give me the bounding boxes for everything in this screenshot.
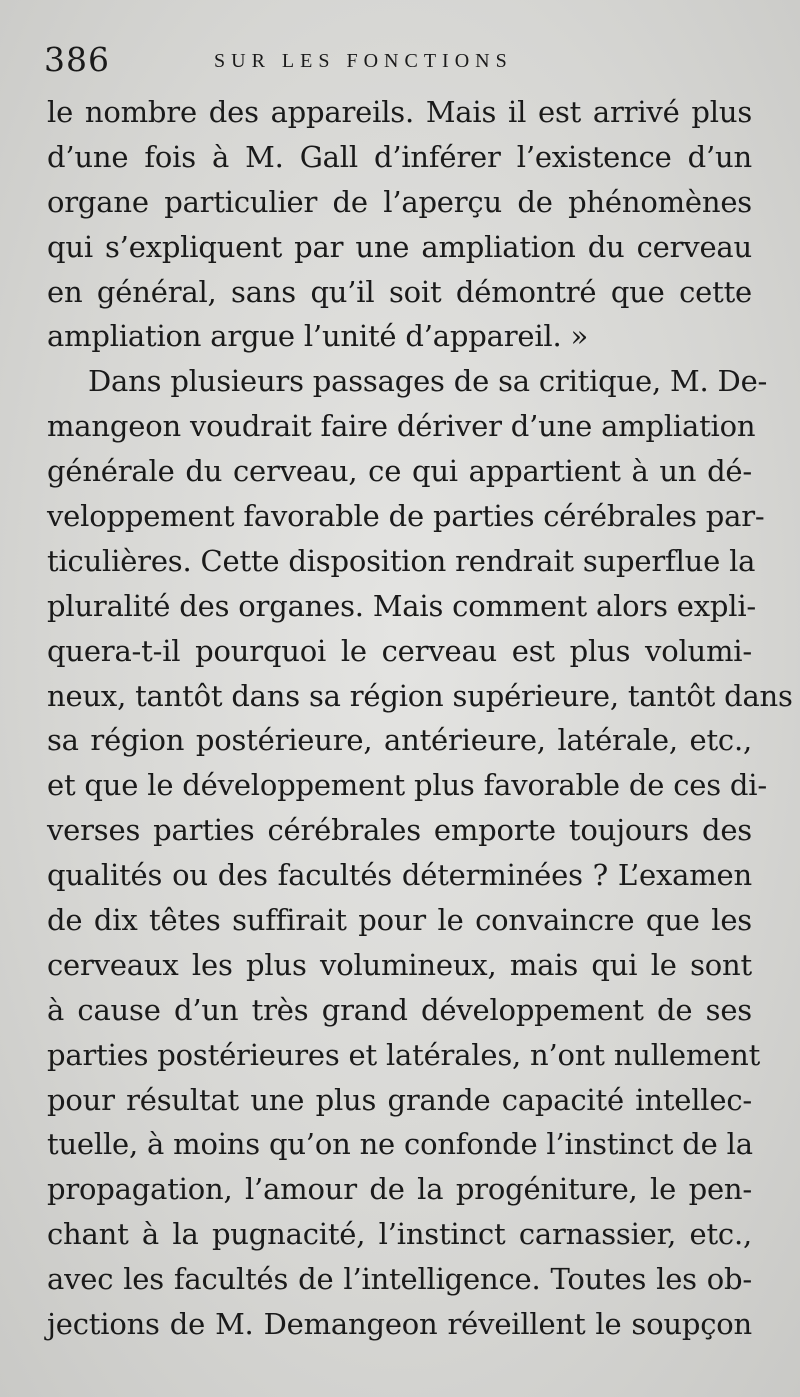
text-line: chant à la pugnacité, l’instinct carnassier, etc., [47, 1217, 752, 1252]
text-line: avec les facultés de l’intelligence. Toutes les ob- [47, 1262, 752, 1297]
text-line: à cause d’un très grand développement de ses [47, 992, 752, 1027]
text-line: pour résultat une plus grande capacité intellec- [47, 1082, 752, 1117]
text-line: propagation, l’amour de la progéniture, le pen- [47, 1172, 752, 1207]
text-line: de dix têtes suffirait pour le convaincre que les [47, 903, 752, 938]
text-line: mangeon voudrait faire dériver d’une ampliation [47, 409, 756, 444]
text-line: verses parties cérébrales emporte toujours des [47, 813, 752, 848]
text-line: ampliation argue l’unité d’appareil. » [47, 319, 589, 354]
text-line: ticulières. Cette disposition rendrait superflue la [47, 543, 756, 578]
text-line: Dans plusieurs passages de sa critique, M. De- [88, 364, 768, 399]
text-line: le nombre des appareils. Mais il est arrivé plus [47, 95, 752, 129]
text-line: neux, tantôt dans sa région supérieure, tantôt dans [47, 678, 793, 713]
text-line: qualités ou des facultés déterminées ? L’examen [47, 858, 752, 893]
text-line: tuelle, à moins qu’on ne confonde l’instinct de la [47, 1127, 753, 1162]
running-head: SUR LES FONCTIONS [214, 50, 513, 72]
text-line: veloppement favorable de parties cérébrales par- [47, 499, 765, 534]
page-header [44, 40, 754, 84]
page-number: 386 [44, 40, 110, 79]
text-line: d’une fois à M. Gall d’inférer l’existence d’un [47, 139, 752, 174]
text-line: pluralité des organes. Mais comment alors expli- [47, 588, 756, 623]
text-line: en général, sans qu’il soit démontré que cette [47, 274, 752, 309]
text-line: et que le développement plus favorable de ces di- [47, 768, 767, 803]
text-line: organe particulier de l’aperçu de phénomènes [47, 184, 752, 219]
text-line: cerveaux les plus volumineux, mais qui le sont [47, 947, 752, 982]
text-line: parties postérieures et latérales, n’ont nullement [47, 1037, 761, 1072]
body-text [47, 90, 793, 1347]
text-line: qui s’expliquent par une ampliation du cerveau [47, 229, 752, 264]
text-line: générale du cerveau, ce qui appartient à un dé- [47, 454, 752, 489]
text-line: sa région postérieure, antérieure, latérale, etc., [47, 723, 752, 758]
text-line: quera-t-il pourquoi le cerveau est plus volumi- [47, 633, 752, 668]
text-line: jections de M. Demangeon réveillent le soupçon [47, 1307, 752, 1342]
